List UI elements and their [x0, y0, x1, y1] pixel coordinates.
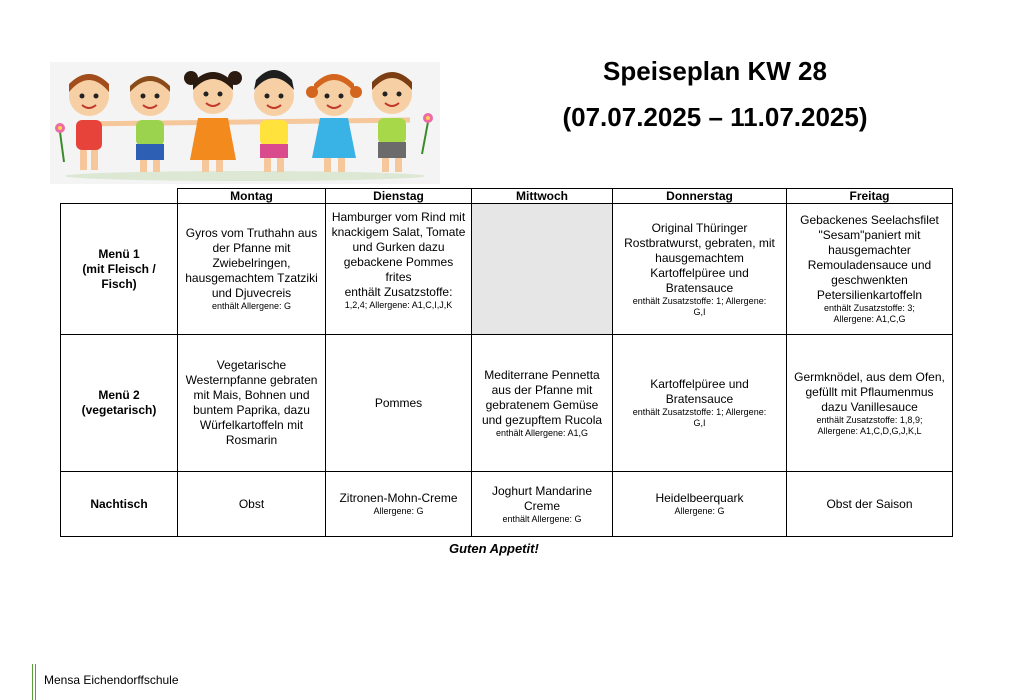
menu-cell [178, 204, 326, 335]
row-label [61, 472, 178, 537]
header-corner [61, 189, 178, 204]
row-label-text: Menü 1 (mit Fleisch / Fisch) [82, 246, 156, 291]
menu-cell [787, 204, 953, 335]
dish-text: Mediterrane Pennetta aus der Pfanne mit gebratenem Gemüse und gezupftem Rucola [481, 367, 603, 427]
allergen-note: Allergene: G [674, 506, 725, 516]
menu-cell [326, 472, 472, 537]
footer-bar [32, 664, 38, 700]
menu-cell [787, 472, 953, 537]
allergen-note: G,I [693, 418, 706, 428]
day-header: Freitag [787, 189, 953, 204]
dish-text: Zitronen-Mohn-Creme [339, 491, 458, 505]
allergen-note: Allergene: G [373, 506, 424, 516]
allergen-note: enthält Zusatzstoffe: 1; Allergene: [632, 295, 767, 306]
day-header: Dienstag [326, 189, 472, 204]
day-header: Mittwoch [472, 189, 613, 204]
allergen-note: enthält Zusatzstoffe: 1; Allergene: [632, 407, 767, 417]
allergen-note: enthält Allergene: A1,G [495, 427, 589, 438]
dish-text: Pommes [374, 395, 423, 410]
children-holding-hands-illustration [50, 62, 440, 184]
menu-cell [326, 204, 472, 335]
dish-text: Kartoffelpüree und Bratensauce [650, 377, 749, 406]
dish-text: Gebackenes Seelachsfilet "Sesam"paniert mit hausgemachter Remouladensauce und geschwenkten Petersilienkartoffeln [800, 213, 939, 302]
allergen-note: enthält Allergene: G [211, 301, 292, 311]
dish-text: Gyros vom Truthahn aus der Pfanne mit Zwiebelringen, hausgemachtem Tzatziki und Djuvecreis [185, 226, 318, 300]
table-header-row [61, 189, 953, 204]
dish-text: Heidelbeerquark [655, 491, 744, 505]
date-range: (07.07.2025 – 11.07.2025) [562, 102, 868, 132]
footer-bar-line [32, 664, 33, 700]
allergen-note: 1,2,4; Allergene: A1,C,I,J,K [344, 300, 453, 310]
footer-bar-line [35, 664, 36, 700]
row-label [61, 335, 178, 472]
day-header: Donnerstag [613, 189, 787, 204]
allergen-note: G,I [693, 306, 706, 317]
menu-cell [326, 335, 472, 472]
menu-cell [178, 472, 326, 537]
dish-text: Hamburger vom Rind mit knackigem Salat, Tomate und Gurken dazu gebackene Pommes frites enthält Zusatzstoffe: [331, 210, 466, 299]
dish-text: Vegetarische Westernpfanne gebraten mit Mais, Bohnen und buntem Paprika, dazu Würfelkartoffeln mit Rosmarin [185, 358, 318, 447]
dish-text: Obst [238, 496, 265, 511]
page-title: Speiseplan KW 28 [603, 56, 827, 86]
table-row [61, 472, 953, 537]
allergen-note: Allergene: A1,C,G [833, 314, 906, 324]
menu-cell [613, 472, 787, 537]
allergen-note: enthält Allergene: G [502, 513, 582, 524]
menu-cell [472, 335, 613, 472]
dish-text: Obst der Saison [826, 496, 913, 511]
dish-text: Original Thüringer Rostbratwurst, gebraten, mit hausgemachtem Kartoffelpüree und Bratensauce [624, 220, 775, 295]
menu-table [60, 188, 953, 537]
menu-cell [613, 335, 787, 472]
table-row [61, 335, 953, 472]
row-label-text: Menü 2 (vegetarisch) [81, 388, 157, 417]
row-label-text: Nachtisch [90, 496, 148, 511]
menu-cell [613, 204, 787, 335]
menu-cell [787, 335, 953, 472]
day-header: Montag [178, 189, 326, 204]
allergen-note: enthält Zusatzstoffe: 1,8,9; [816, 414, 923, 425]
menu-cell-empty [472, 204, 613, 335]
menu-cell [472, 472, 613, 537]
allergen-note: enthält Zusatzstoffe: 3; [824, 303, 915, 313]
dish-text: Joghurt Mandarine Creme [491, 483, 593, 513]
allergen-note: Allergene: A1,C,D,G,J,K,L [817, 425, 922, 436]
row-label [61, 204, 178, 335]
closing-text: Guten Appetit! [449, 541, 539, 556]
table-row [61, 204, 953, 335]
dish-text: Germknödel, aus dem Ofen, gefüllt mit Pflaumenmus dazu Vanillesauce [794, 369, 945, 414]
menu-cell [178, 335, 326, 472]
footer-text: Mensa Eichendorffschule [44, 673, 179, 687]
